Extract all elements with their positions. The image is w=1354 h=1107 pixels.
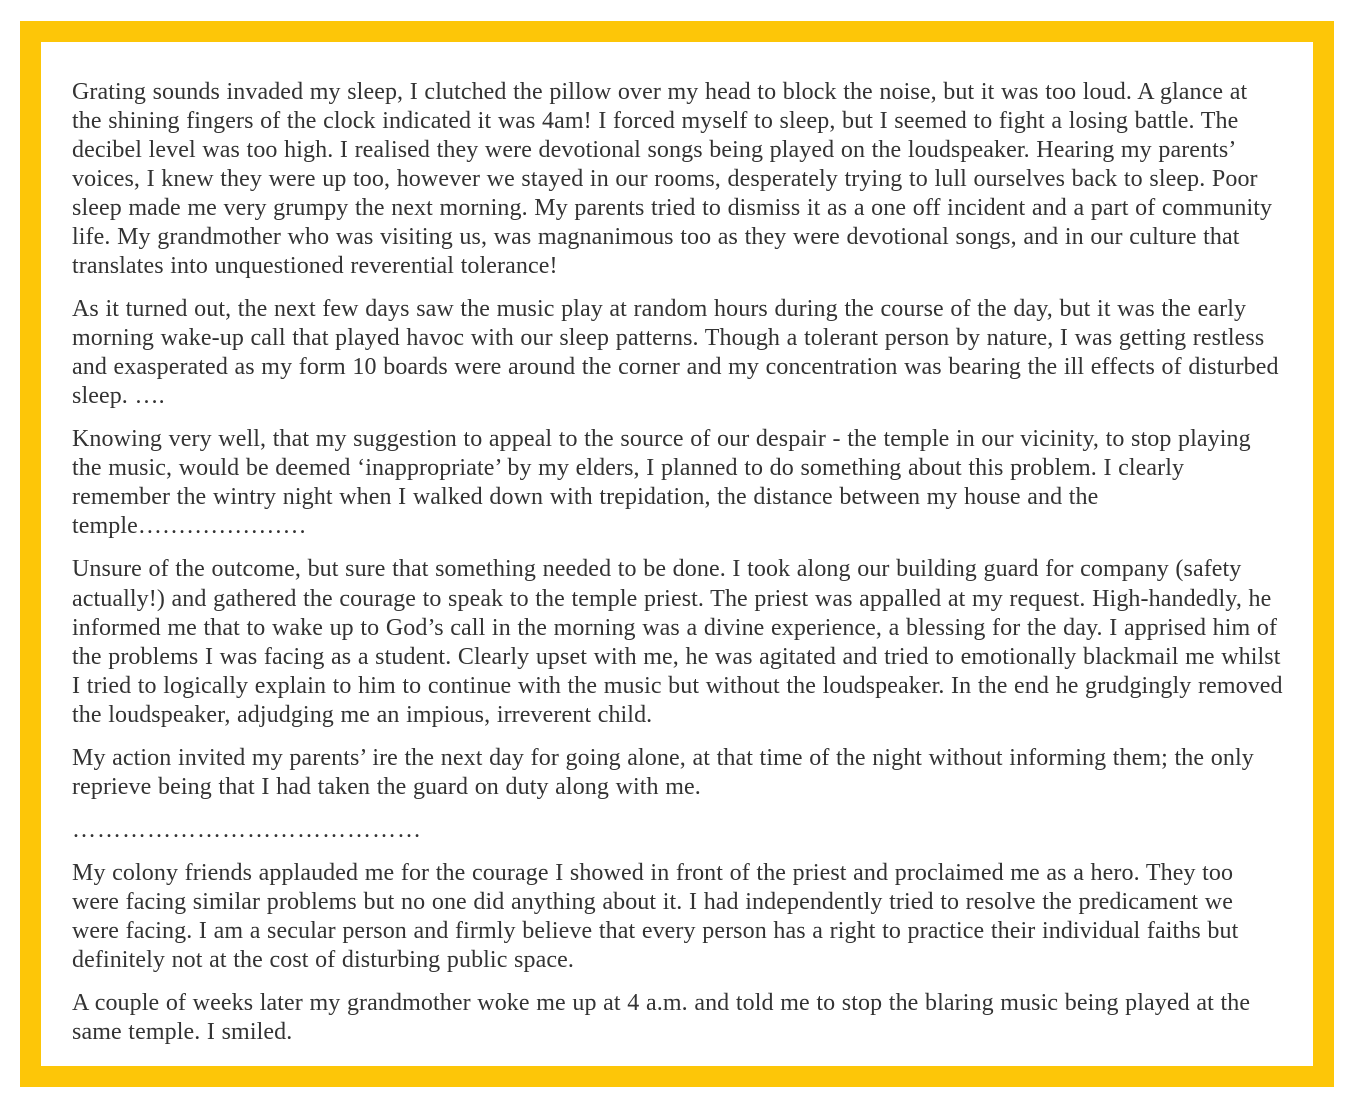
page-border-frame <box>20 21 1334 1087</box>
story-paragraph-7: A couple of weeks later my grandmother woke me up at 4 a.m. and told me to stop the blaring music being played at the same temple. I smiled. <box>72 989 1251 1045</box>
story-paragraph-6: My colony friends applauded me for the courage I showed in front of the priest and proclaimed me as a hero. They too were facing similar problems but no one did anything about it. I had independently tried to resolve the predicament we were facing. I am a secular person and firmly believe that every person has a right to practice their individual faiths but definitely not at the cost of disturbing public space. <box>72 859 1239 973</box>
story-paragraph-5: My action invited my parents’ ire the next day for going alone, at that time of the night without informing them; the only reprieve being that I had taken the guard on duty along with me. <box>72 744 1254 800</box>
story-paragraph-4: Unsure of the outcome, but sure that something needed to be done. I took along our building guard for company (safety actually!) and gathered the courage to speak to the temple priest. The priest was appalled at my request. High-handedly, he informed me that to wake up to God’s call in the morning was a divine experience, a blessing for the day. I apprised him of the problems I was facing as a student. Clearly upset with me, he was agitated and tried to emotionally blackmail me whilst I tried to logically explain to him to continue with the music but without the loudspeaker. In the end he grudgingly removed the loudspeaker, adjudging me an impious, irreverent child. <box>72 556 1283 728</box>
story-paragraph-1: Grating sounds invaded my sleep, I clutched the pillow over my head to block the noise, but it was too loud. A glance at the shining fingers of the clock indicated it was 4am! I forced myself to sleep, but I seemed to fight a losing battle. The decibel level was too high. I realised they were devotional songs being played on the loudspeaker. Hearing my parents’ voices, I knew they were up too, however we stayed in our rooms, desperately trying to lull ourselves back to sleep. Poor sleep made me very grumpy the next morning. My parents tried to dismiss it as a one off incident and a part of community life. My grandmother who was visiting us, was magnanimous too as they were devotional songs, and in our culture that translates into unquestioned reverential tolerance! <box>72 79 1273 280</box>
passage-text-block <box>41 42 1313 1091</box>
dotted-separator: …………………………………… <box>72 816 422 843</box>
story-paragraph-2: As it turned out, the next few days saw the music play at random hours during the course of the day, but it was the early morning wake-up call that played havoc with our sleep patterns. Though a tolerant person by nature, I was getting restless and exasperated as my form 10 boards were around the corner and my concentration was bearing the ill effects of disturbed sleep. …. <box>72 296 1279 410</box>
story-paragraph-3: Knowing very well, that my suggestion to appeal to the source of our despair - the temple in our vicinity, to stop playing the music, would be deemed ‘inappropriate’ by my elders, I planned to do something about this problem. I clearly remember the wintry night when I walked down with trepidation, the distance between my house and the temple………………… <box>72 426 1251 540</box>
